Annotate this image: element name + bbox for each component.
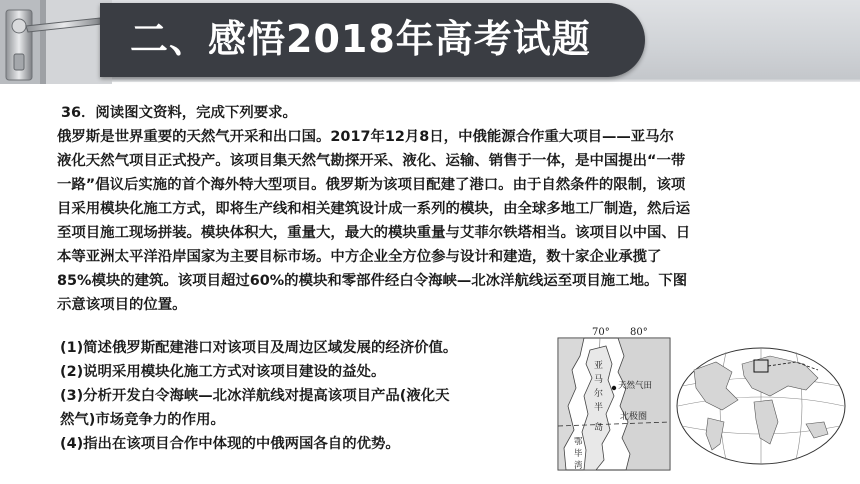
peninsula-char: 马: [594, 375, 604, 385]
question-line: 目采用模块化施工方式，即将生产线和相关建筑设计成一系列的模块，由全球多地工厂制造，然后运: [57, 201, 691, 217]
arctic-circle-label: 北极圈: [620, 412, 648, 422]
question-line: 液化天然气项目正式投产。该项目集天然气勘探开采、液化、运输、销售于一体，是中国提出“一带: [57, 153, 686, 169]
question-number-line: 36．阅读图文资料，完成下列要求。: [61, 105, 297, 121]
question-line: 本等亚洲太平洋沿岸国家为主要目标市场。中方企业全方位参与设计和建造，数十家企业承揽了: [57, 249, 662, 265]
question-line: 一路”倡议后实施的首个海外特大型项目。俄罗斯为该项目配建了港口。由于自然条件的限制，该项: [57, 177, 686, 193]
door-handle-photo: [0, 0, 112, 84]
location-map: [556, 326, 850, 472]
bay-char: 湾: [574, 461, 583, 471]
lon-label-80: 80°: [630, 327, 648, 338]
question-line: 85%模块的建筑。该项目超过60%的模块和零部件经白令海峡—北冰洋航线运至项目施工地。下图: [57, 273, 688, 289]
globe-overview: [677, 348, 845, 464]
sub-question: (4)指出在该项目合作中体现的中俄两国各自的优势。: [60, 436, 400, 452]
peninsula-char: 半: [594, 403, 604, 413]
bay-label: [574, 437, 583, 471]
peninsula-char: 岛: [594, 423, 604, 433]
peninsula-char: 尔: [594, 389, 604, 399]
question-text: [57, 101, 827, 317]
sub-question-list: [60, 336, 550, 456]
peninsula-char: 亚: [594, 361, 604, 371]
question-line: 俄罗斯是世界重要的天然气开采和出口国。2017年12月8日，中俄能源合作重大项目——亚马尔: [57, 129, 674, 145]
sub-question: 然气)市场竞争力的作用。: [60, 412, 225, 428]
sub-question: (1)简述俄罗斯配建港口对该项目及周边区域发展的经济价值。: [60, 340, 458, 356]
gas-field-marker: [612, 386, 616, 390]
bay-char: 毕: [574, 449, 583, 459]
gas-field-label: 天然气田: [618, 381, 653, 391]
page-title: 二、感悟2018年高考试题: [130, 17, 591, 61]
bay-char: 鄂: [574, 437, 583, 447]
sub-question: (2)说明采用模块化施工方式对该项目建设的益处。: [60, 364, 386, 380]
lon-label-70: 70°: [592, 327, 610, 338]
peninsula-label: [594, 360, 603, 433]
question-line: 至项目施工现场拼装。模块体积大，重量大，最大的模块重量与艾菲尔铁塔相当。该项目以中国、日: [57, 225, 691, 241]
sub-question: (3)分析开发白令海峡—北冰洋航线对提高该项目产品(液化天: [60, 388, 450, 404]
question-line: 示意该项目的位置。: [57, 297, 187, 313]
